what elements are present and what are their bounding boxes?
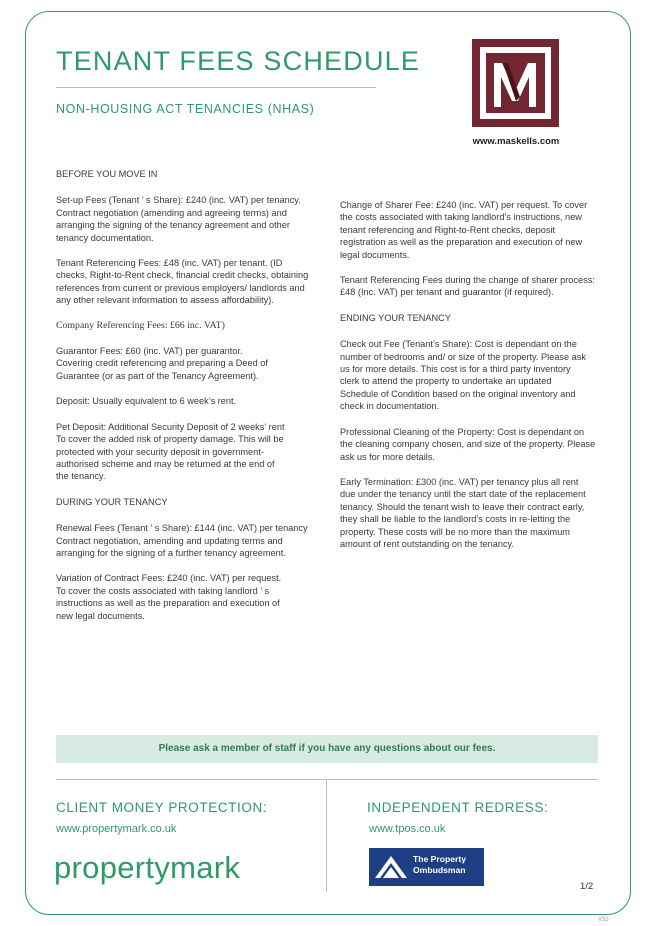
fee-paragraph: Professional Cleaning of the Property: Cost is dependant on the cleaning company chosen, and size of the property. Please ask us for more details. — [340, 426, 596, 462]
footer-column-divider — [326, 780, 327, 892]
page-subtitle: NON-HOUSING ACT TENANCIES (NHAS) — [56, 102, 315, 116]
maskells-logo — [472, 39, 559, 127]
fee-paragraph: Early Termination: £300 (inc. VAT) per tenancy plus all rent due under the tenancy until the start date of the replacement tenancy. Should the tenant wish to leave their contract early, they shall be liable to the landlord’s costs in re-letting the property. These costs will be no more than the maximum amount of rent outstanding on the tenancy. — [340, 476, 586, 549]
redress-heading: INDEPENDENT REDRESS: — [367, 800, 549, 815]
section-heading: DURING YOUR TENANCY — [56, 496, 168, 507]
fee-paragraph: Check out Fee (Tenant’s Share): Cost is dependant on the number of bedrooms and/ or size of the property. Please ask us for more details. This cost is for a third party inventory clerk to attend the property to undertake an updated Schedule of Condition based on the original inventory and check in documentation. — [340, 339, 586, 412]
fee-paragraph: Guarantor Fees: £60 (inc. VAT) per guarantor. Covering credit referencing and preparing a Deed of Guarantee (or as part of the Tenancy Agreement). — [56, 346, 268, 381]
ombudsman-logo-text: The Property Ombudsman — [413, 854, 467, 875]
propertymark-logo: propertymark — [54, 850, 241, 885]
cmp-heading: CLIENT MONEY PROTECTION: — [56, 800, 268, 815]
fee-paragraph: Variation of Contract Fees: £240 (inc. VAT) per request. To cover the costs associated with taking landlord ’ s instructions as well as the preparation and execution of new legal documents. — [56, 573, 282, 621]
version-label: V33 — [598, 917, 609, 923]
tpos-link[interactable]: www.tpos.co.uk — [369, 823, 446, 835]
fee-paragraph: Tenant Referencing Fees during the change of sharer process: £48 (Inc. VAT) per tenant and guarantor (if required). — [340, 275, 595, 298]
fee-paragraph: Pet Deposit: Additional Security Deposit of 2 weeks' rent To cover the added risk of property damage. This will be protected with your security deposit in government- authorised scheme and may be returned at the end of the tenancy. — [56, 421, 285, 482]
fee-paragraph: Deposit: Usually equivalent to 6 week’s rent. — [56, 396, 237, 407]
questions-banner: Please ask a member of staff if you have any questions about our fees. — [56, 735, 598, 763]
footer-divider — [56, 779, 598, 780]
left-column — [56, 168, 318, 635]
fee-paragraph: Change of Sharer Fee: £240 (inc. VAT) per request. To cover the costs associated with taking landlord’s instructions, new tenant referencing and Right-to-Rent checks, deposit registration as well as the preparation and execution of new legal documents. — [340, 200, 588, 260]
section-heading: ENDING YOUR TENANCY — [340, 312, 451, 323]
fee-paragraph: Tenant Referencing Fees: £48 (inc. VAT) per tenant. (ID checks, Right-to-Rent check, financial credit checks, obtaining references from current or previous employers/ landlords and any other relevant information to assess affordability). — [56, 258, 309, 306]
fee-paragraph: Company Referencing Fees: £66 inc. VAT) — [56, 319, 225, 331]
website-url[interactable]: www.maskells.com — [472, 136, 560, 147]
propertymark-link[interactable]: www.propertymark.co.uk — [56, 823, 177, 835]
right-column — [340, 199, 602, 563]
page-number: 1/2 — [580, 881, 594, 892]
section-heading: BEFORE YOU MOVE IN — [56, 169, 158, 179]
fee-paragraph: Renewal Fees (Tenant ’ s Share): £144 (inc. VAT) per tenancy Contract negotiation, amending and updating terms and arranging for the signing of a further tenancy agreement. — [56, 523, 308, 558]
title-divider — [56, 87, 376, 88]
fee-paragraph: Set-up Fees (Tenant ’ s Share): £240 (inc. VAT) per tenancy. Contract negotiation (amending and agreeing terms) and arranging the signing of the tenancy agreement and other tenancy documentation. — [56, 195, 301, 243]
property-ombudsman-logo — [369, 848, 484, 886]
page-title: TENANT FEES SCHEDULE — [56, 46, 421, 76]
ombudsman-house-icon — [369, 848, 413, 886]
